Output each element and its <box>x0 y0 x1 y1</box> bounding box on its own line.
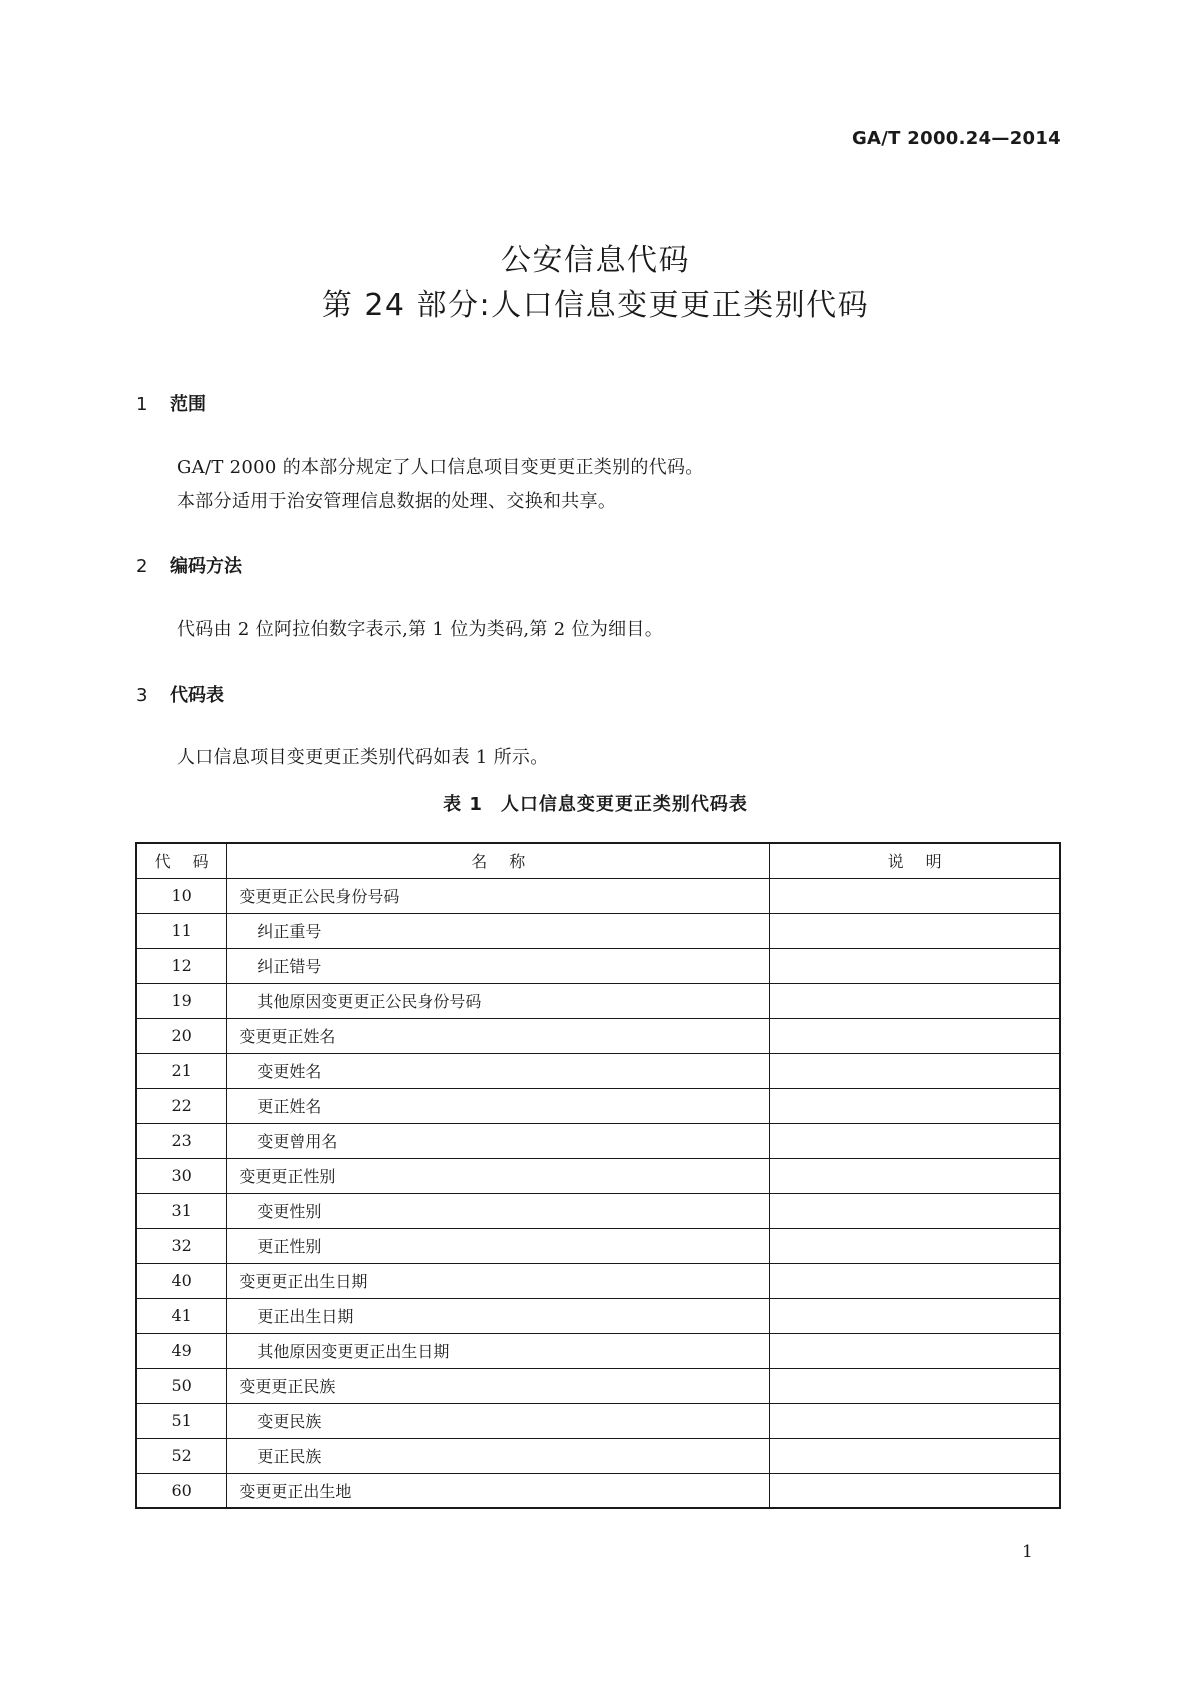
table-row <box>136 1018 1060 1053</box>
section-heading-scope <box>136 390 206 416</box>
row-code: 12 <box>136 948 227 983</box>
section-title: 编码方法 <box>170 556 242 577</box>
row-code: 40 <box>136 1263 227 1298</box>
row-name: 纠正重号 <box>227 913 770 948</box>
row-name: 更正性别 <box>227 1228 770 1263</box>
table-row <box>136 1088 1060 1123</box>
row-note <box>770 1438 1060 1473</box>
row-note <box>770 1123 1060 1158</box>
table-row <box>136 1053 1060 1088</box>
row-note <box>770 1158 1060 1193</box>
row-code: 31 <box>136 1193 227 1228</box>
table-row <box>136 1158 1060 1193</box>
row-name: 更正出生日期 <box>227 1298 770 1333</box>
table-caption-title: 人口信息变更更正类别代码表 <box>500 794 748 815</box>
row-name: 变更民族 <box>227 1403 770 1438</box>
section-heading-code-table <box>136 681 224 707</box>
table-row <box>136 1193 1060 1228</box>
row-name: 纠正错号 <box>227 948 770 983</box>
row-code: 21 <box>136 1053 227 1088</box>
table-row <box>136 948 1060 983</box>
row-name: 变更更正性别 <box>227 1158 770 1193</box>
header-note: 说明 <box>770 843 1060 878</box>
code-table <box>135 842 1061 1509</box>
row-code: 23 <box>136 1123 227 1158</box>
table-header-row <box>136 843 1060 878</box>
row-code: 11 <box>136 913 227 948</box>
header-code: 代码 <box>136 843 227 878</box>
row-code: 22 <box>136 1088 227 1123</box>
row-name: 其他原因变更更正公民身份号码 <box>227 983 770 1018</box>
paragraph: 人口信息项目变更更正类别代码如表 1 所示。 <box>177 747 549 768</box>
row-note <box>770 1088 1060 1123</box>
row-note <box>770 1193 1060 1228</box>
section-number: 3 <box>136 685 148 706</box>
row-note <box>770 878 1060 913</box>
row-note <box>770 1333 1060 1368</box>
row-code: 30 <box>136 1158 227 1193</box>
row-note <box>770 1263 1060 1298</box>
row-name: 变更更正公民身份号码 <box>227 878 770 913</box>
row-code: 10 <box>136 878 227 913</box>
row-name: 更正民族 <box>227 1438 770 1473</box>
row-name: 变更更正出生地 <box>227 1473 770 1508</box>
section-number: 2 <box>136 556 148 577</box>
row-note <box>770 913 1060 948</box>
page-number: 1 <box>1022 1542 1033 1562</box>
row-name: 变更更正姓名 <box>227 1018 770 1053</box>
row-code: 41 <box>136 1298 227 1333</box>
row-code: 49 <box>136 1333 227 1368</box>
table-row <box>136 1123 1060 1158</box>
table-row <box>136 983 1060 1018</box>
row-name: 变更更正出生日期 <box>227 1263 770 1298</box>
table-row <box>136 913 1060 948</box>
row-name: 其他原因变更更正出生日期 <box>227 1333 770 1368</box>
row-name: 变更曾用名 <box>227 1123 770 1158</box>
section-title: 代码表 <box>170 685 224 706</box>
paragraph: 代码由 2 位阿拉伯数字表示,第 1 位为类码,第 2 位为细目。 <box>177 619 664 640</box>
table-row <box>136 1403 1060 1438</box>
header-name: 名称 <box>227 843 770 878</box>
table-body <box>136 878 1060 1508</box>
row-note <box>770 948 1060 983</box>
paragraph: 本部分适用于治安管理信息数据的处理、交换和共享。 <box>177 491 617 512</box>
row-code: 20 <box>136 1018 227 1053</box>
table-row <box>136 878 1060 913</box>
row-note <box>770 983 1060 1018</box>
table-row <box>136 1333 1060 1368</box>
document-subtitle: 第 24 部分:人口信息变更更正类别代码 <box>321 288 870 323</box>
table-caption <box>0 790 1191 816</box>
section-heading-coding-method <box>136 552 242 578</box>
row-note <box>770 1053 1060 1088</box>
row-note <box>770 1368 1060 1403</box>
paragraph: GA/T 2000 的本部分规定了人口信息项目变更更正类别的代码。 <box>177 457 704 478</box>
row-code: 32 <box>136 1228 227 1263</box>
row-note <box>770 1473 1060 1508</box>
row-code: 19 <box>136 983 227 1018</box>
row-code: 51 <box>136 1403 227 1438</box>
row-note <box>770 1228 1060 1263</box>
standard-number: GA/T 2000.24—2014 <box>851 128 1061 149</box>
section-number: 1 <box>136 394 148 415</box>
table-row <box>136 1368 1060 1403</box>
row-note <box>770 1018 1060 1053</box>
table-row <box>136 1263 1060 1298</box>
row-name: 更正姓名 <box>227 1088 770 1123</box>
table-row <box>136 1228 1060 1263</box>
row-code: 52 <box>136 1438 227 1473</box>
table-row <box>136 1298 1060 1333</box>
row-note <box>770 1403 1060 1438</box>
table-caption-number: 表 1 <box>443 794 483 815</box>
row-name: 变更姓名 <box>227 1053 770 1088</box>
table-row <box>136 1438 1060 1473</box>
row-name: 变更性别 <box>227 1193 770 1228</box>
document-title: 公安信息代码 <box>501 243 690 278</box>
table-row <box>136 1473 1060 1508</box>
row-code: 60 <box>136 1473 227 1508</box>
row-code: 50 <box>136 1368 227 1403</box>
section-title: 范围 <box>170 394 206 415</box>
row-name: 变更更正民族 <box>227 1368 770 1403</box>
row-note <box>770 1298 1060 1333</box>
